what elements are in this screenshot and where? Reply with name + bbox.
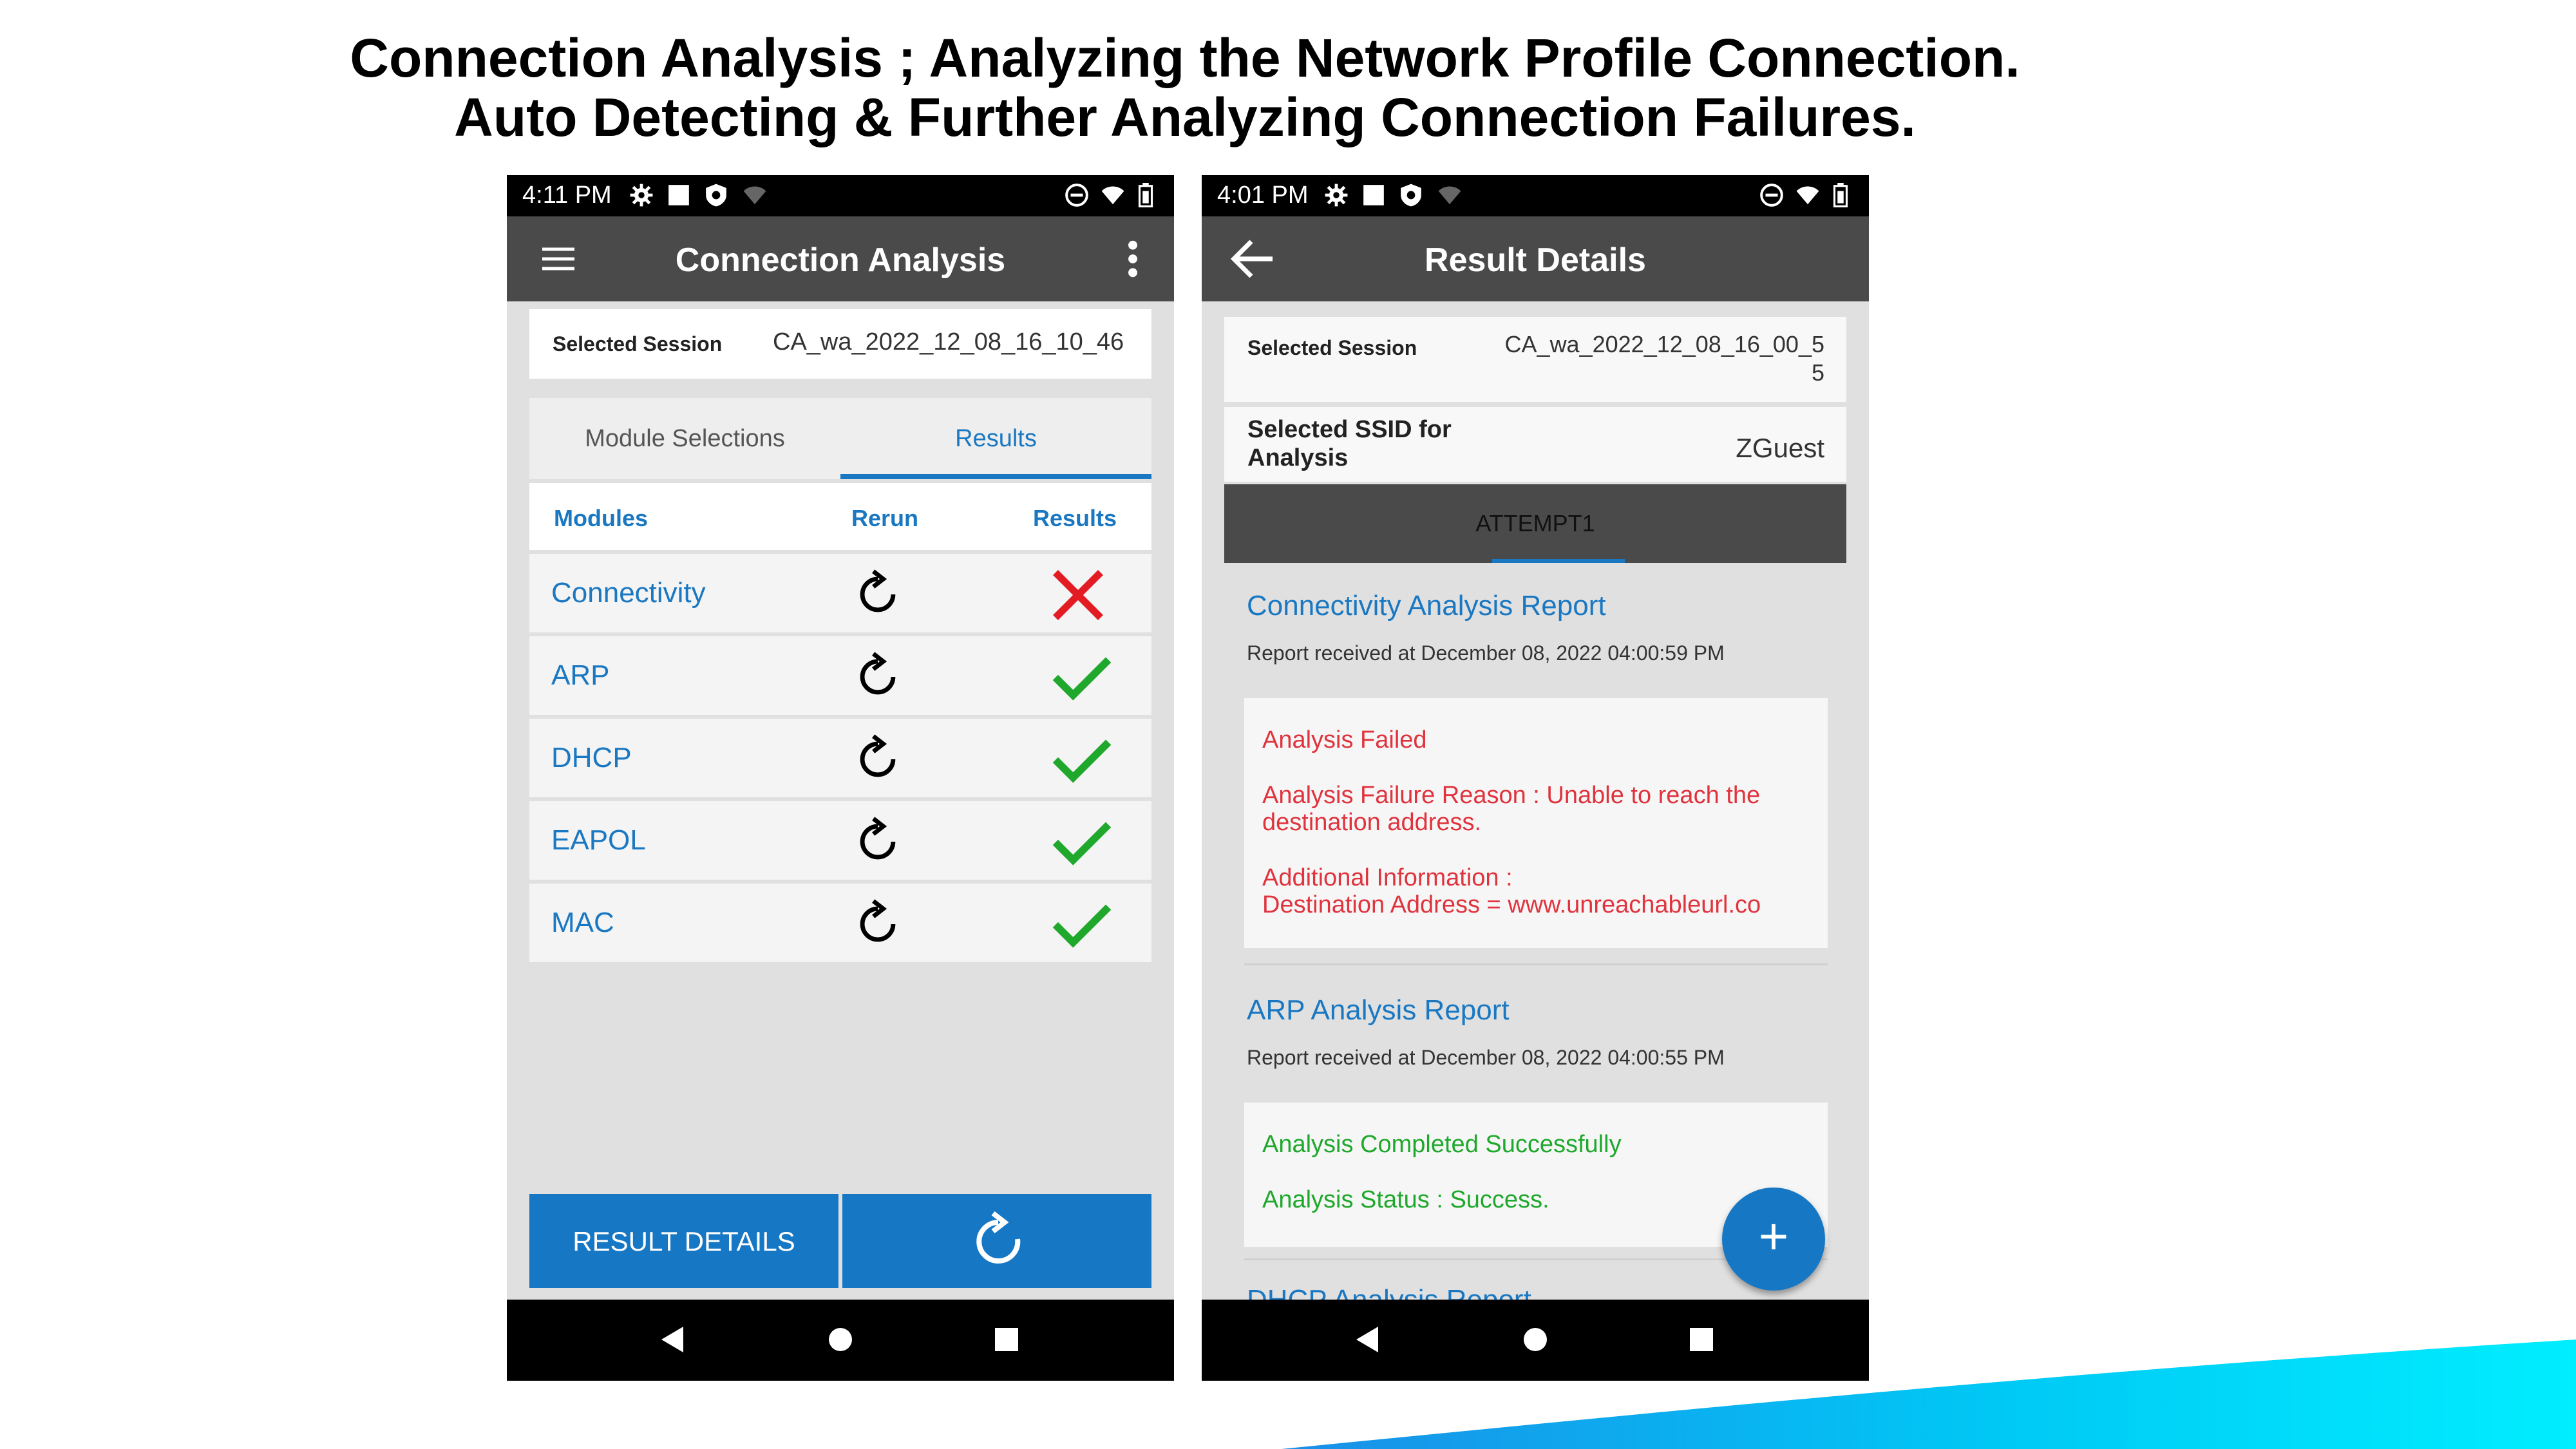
report-timestamp: Report received at December 08, 2022 04:00:55 PM: [1247, 1046, 1725, 1069]
battery-icon: [1832, 183, 1850, 207]
shield-icon: [1399, 183, 1423, 207]
session-label: Selected Session: [553, 332, 723, 355]
table-row[interactable]: [529, 636, 1151, 715]
failure-reason-wrap: destination address.: [1262, 809, 1482, 836]
wifi-icon: [741, 183, 768, 207]
overflow-menu-icon[interactable]: [1125, 238, 1141, 279]
app-bar-title: Result Details: [1425, 242, 1646, 279]
recents-nav-icon[interactable]: [991, 1324, 1022, 1355]
additional-info-text: Additional Information :: [1262, 864, 1513, 891]
check-icon: [1051, 898, 1113, 952]
home-nav-icon[interactable]: [1520, 1324, 1551, 1355]
app-bar: [1202, 216, 1869, 301]
selected-session-card: [529, 309, 1151, 379]
attempt-tab-label: ATTEMPT1: [1475, 510, 1595, 536]
dnd-icon: [1759, 183, 1784, 207]
module-name: Connectivity: [551, 577, 706, 609]
tab-bar: [529, 398, 1151, 479]
tab-indicator: [1492, 559, 1625, 563]
shield-icon: [704, 183, 728, 207]
dnd-icon: [1065, 183, 1089, 207]
add-fab-button[interactable]: [1722, 1188, 1825, 1291]
header-rerun: Rerun: [851, 505, 919, 531]
wifi-icon: [1099, 183, 1126, 207]
recents-nav-icon[interactable]: [1686, 1324, 1717, 1355]
table-row[interactable]: [529, 801, 1151, 880]
selected-ssid-card: [1224, 407, 1846, 482]
tab-module-selections[interactable]: Module Selections: [585, 425, 785, 452]
session-value: CA_wa_2022_12_08_16_00_5: [1504, 331, 1824, 357]
ssid-label-wrap: Analysis: [1247, 444, 1349, 471]
status-time: 4:01 PM: [1217, 182, 1309, 209]
result-details-label: RESULT DETAILS: [573, 1226, 795, 1256]
plus-icon: +: [1758, 1208, 1789, 1265]
table-header: [529, 483, 1151, 550]
failure-reason-text: Analysis Failure Reason : Unable to reach the: [1262, 782, 1761, 809]
back-nav-icon[interactable]: [1352, 1324, 1383, 1355]
gear-icon: [1324, 183, 1349, 207]
connection-analysis-screen: [507, 175, 1174, 1381]
check-icon: [1051, 815, 1113, 869]
table-row[interactable]: [529, 554, 1151, 632]
home-nav-icon[interactable]: [825, 1324, 856, 1355]
analysis-status-detail: Analysis Status : Success.: [1262, 1186, 1549, 1213]
report-result-box: [1244, 698, 1828, 948]
rerun-icon[interactable]: [851, 733, 904, 786]
module-name: MAC: [551, 907, 614, 938]
result-details-screen: [1202, 175, 1869, 1381]
divider: [1244, 963, 1828, 965]
system-nav-bar: [1202, 1300, 1869, 1381]
analysis-status-text: Analysis Completed Successfully: [1262, 1131, 1622, 1158]
rerun-icon[interactable]: [851, 815, 904, 868]
status-bar: [507, 175, 1174, 216]
slide-title-line-2: Auto Detecting & Further Analyzing Connection Failures.: [454, 87, 1916, 147]
app-bar: [507, 216, 1174, 301]
slide-title-line-1: Connection Analysis ; Analyzing the Network Profile Connection.: [350, 28, 2020, 88]
status-time: 4:11 PM: [522, 182, 612, 209]
result-details-button[interactable]: [529, 1194, 838, 1288]
tab-indicator: [840, 474, 1151, 479]
session-value: CA_wa_2022_12_08_16_10_46: [773, 328, 1124, 355]
ssid-label: Selected SSID for: [1247, 416, 1452, 443]
report-title: Connectivity Analysis Report: [1247, 590, 1606, 621]
header-results: Results: [1033, 505, 1117, 531]
square-icon: [667, 183, 691, 207]
fail-x-icon: [1051, 568, 1105, 622]
table-row[interactable]: [529, 884, 1151, 962]
wifi-icon: [1436, 183, 1463, 207]
tab-results[interactable]: Results: [955, 425, 1037, 452]
square-icon: [1361, 183, 1386, 207]
module-name: EAPOL: [551, 824, 646, 856]
system-nav-bar: [507, 1300, 1174, 1381]
battery-icon: [1137, 183, 1155, 207]
rerun-all-button[interactable]: [842, 1194, 1151, 1288]
table-row[interactable]: [529, 719, 1151, 797]
gear-icon: [629, 183, 654, 207]
report-title: ARP Analysis Report: [1247, 994, 1510, 1026]
destination-address-text: Destination Address = www.unreachableurl.co: [1262, 891, 1761, 918]
rerun-icon[interactable]: [851, 898, 904, 951]
report-timestamp: Report received at December 08, 2022 04:00:59 PM: [1247, 641, 1725, 665]
header-modules: Modules: [554, 505, 649, 531]
selected-session-card: [1224, 317, 1846, 402]
back-nav-icon[interactable]: [658, 1324, 688, 1355]
tab-attempt1[interactable]: [1224, 484, 1846, 563]
session-label: Selected Session: [1247, 336, 1417, 359]
refresh-icon: [967, 1211, 1029, 1273]
ssid-value: ZGuest: [1736, 433, 1824, 463]
rerun-icon[interactable]: [851, 568, 904, 621]
check-icon: [1051, 733, 1113, 787]
module-name: ARP: [551, 659, 610, 691]
rerun-icon[interactable]: [851, 650, 904, 703]
status-bar: [1202, 175, 1869, 216]
analysis-status-text: Analysis Failed: [1262, 726, 1427, 753]
app-bar-title: Connection Analysis: [675, 242, 1006, 279]
wifi-icon: [1794, 183, 1821, 207]
session-value-wrap: 5: [1811, 359, 1824, 386]
check-icon: [1051, 650, 1113, 705]
module-name: DHCP: [551, 742, 632, 773]
